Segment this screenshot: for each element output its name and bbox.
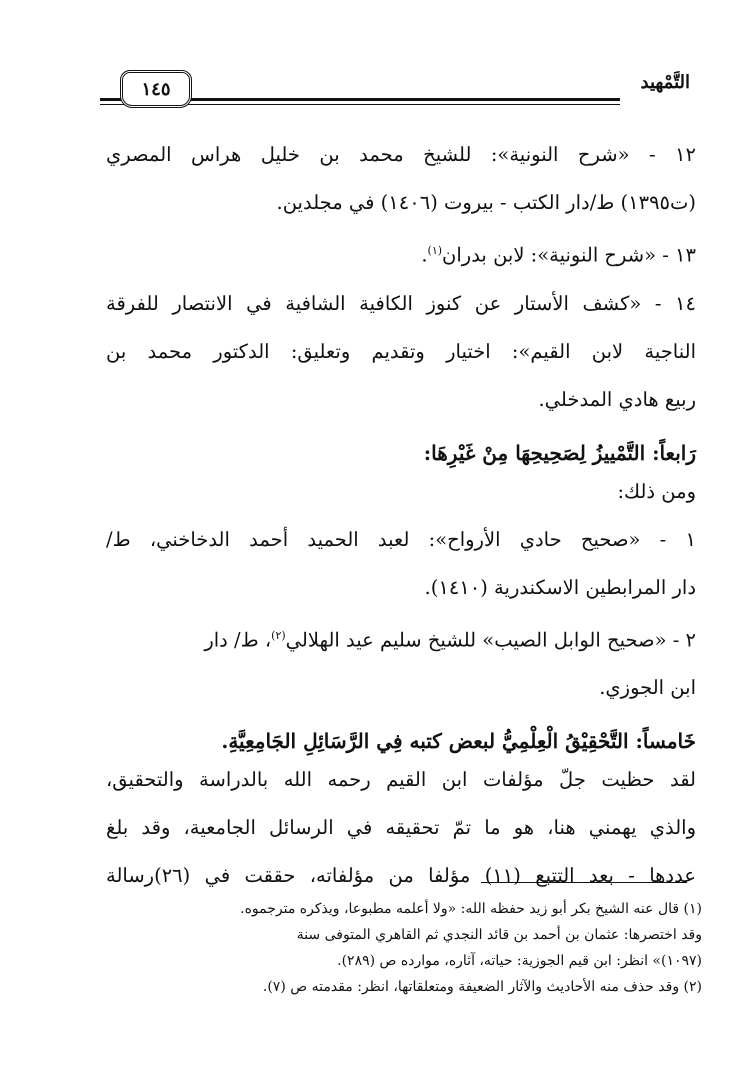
section-heading-5: خَامساً: التَّحْقِيْقُ الْعِلْمِيُّ لبعض كتبه فِي الرَّسَائِلِ الجَامِعِيَّةِ. xyxy=(221,729,696,753)
section-heading-4: رَابعاً: التَّمْييزُ لِصَحِيحِهَا مِنْ غَيْرِهَا: xyxy=(423,440,696,465)
page-number-badge xyxy=(120,70,192,108)
footnote-marker-2: (٢) xyxy=(271,628,286,642)
s4-item-2-line-2: ابن الجوزي. xyxy=(599,676,696,699)
item-13-tail: . xyxy=(421,243,428,267)
s5-para-line-2: والذي يهمني هنا، هو ما تمّ تحقيقه في الرسائل الجامعية، وقد بلغ xyxy=(106,816,696,839)
page-body xyxy=(106,142,696,911)
item-12-line-1: ١٢ - «شرح النونية»: للشيخ محمد بن خليل هراس المصري xyxy=(106,143,696,166)
section-4-intro: ومن ذلك: xyxy=(617,479,696,503)
item-13-text: ١٣ - «شرح النونية»: لابن بدران xyxy=(442,243,696,267)
item-12-line-2: (ت١٣٩٥) ط/دار الكتب - بيروت (١٤٠٦) في مجلدين. xyxy=(276,191,696,214)
item-14-line-1: ١٤ - «كشف الأستار عن كنوز الكافية الشافية في الانتصار للفرقة xyxy=(106,291,696,315)
item-14-line-2: الناجية لابن القيم»: اختيار وتقديم وتعليق: الدكتور محمد بن xyxy=(106,339,696,363)
list-item-s4-2 xyxy=(106,623,696,702)
footnote-line-2: وقد اختصرها: عثمان بن أحمد بن قائد النجدي ثم القاهري المتوفى سنة xyxy=(296,927,702,943)
s4-item-1-line-1: ١ - «صحيح حادي الأرواح»: لعبد الحميد أحمد الدخاخني، ط/ xyxy=(106,527,696,551)
s4-item-2-line-1 xyxy=(106,623,696,654)
list-item-14 xyxy=(106,291,696,413)
s4-item-2-tail: ، ط/ دار xyxy=(204,628,272,651)
footnotes xyxy=(106,900,702,1004)
footnote-line-3: (١٠٩٧)» انظر: ابن قيم الجوزية: حياته، آثاره، موارده ص (٢٨٩). xyxy=(337,953,702,969)
footnote-separator xyxy=(481,882,687,883)
s4-item-2-text: ٢ - «صحيح الوابل الصيب» للشيخ سليم عيد الهلالي xyxy=(285,628,696,651)
list-item-s4-1 xyxy=(106,527,696,601)
footnote-marker-1: (١) xyxy=(427,244,443,257)
running-title: التَّمْهيد xyxy=(640,72,690,93)
item-14-line-3: ربيع هادي المدخلي. xyxy=(538,387,696,411)
footnote-line-4: (٢) وقد حذف منه الأحاديث والآثار الضعيفة ومتعلقاتها، انظر: مقدمته ص (٧). xyxy=(262,979,702,995)
page-header xyxy=(100,60,690,120)
s4-item-1-line-2: دار المرابطين الاسكندرية (١٤١٠). xyxy=(424,575,696,599)
list-item-13 xyxy=(106,238,696,269)
s5-para-line-3: عددها - بعد التتبع (١١) مؤلفا من مؤلفاته، حققت في (٢٦)رسالة xyxy=(106,864,696,887)
footnote-line-1: (١) قال عنه الشيخ بكر أبو زيد حفظه الله: «ولا أعلمه مطبوعا، ويذكره مترجموه. xyxy=(240,901,702,917)
page-number: ١٤٥ xyxy=(141,78,171,100)
s5-para-line-1: لقد حظيت جلّ مؤلفات ابن القيم رحمه الله بالدراسة والتحقيق، xyxy=(106,768,696,791)
item-13-line-1 xyxy=(106,238,696,269)
section-5-paragraph xyxy=(106,767,696,889)
list-item-12 xyxy=(106,142,696,216)
